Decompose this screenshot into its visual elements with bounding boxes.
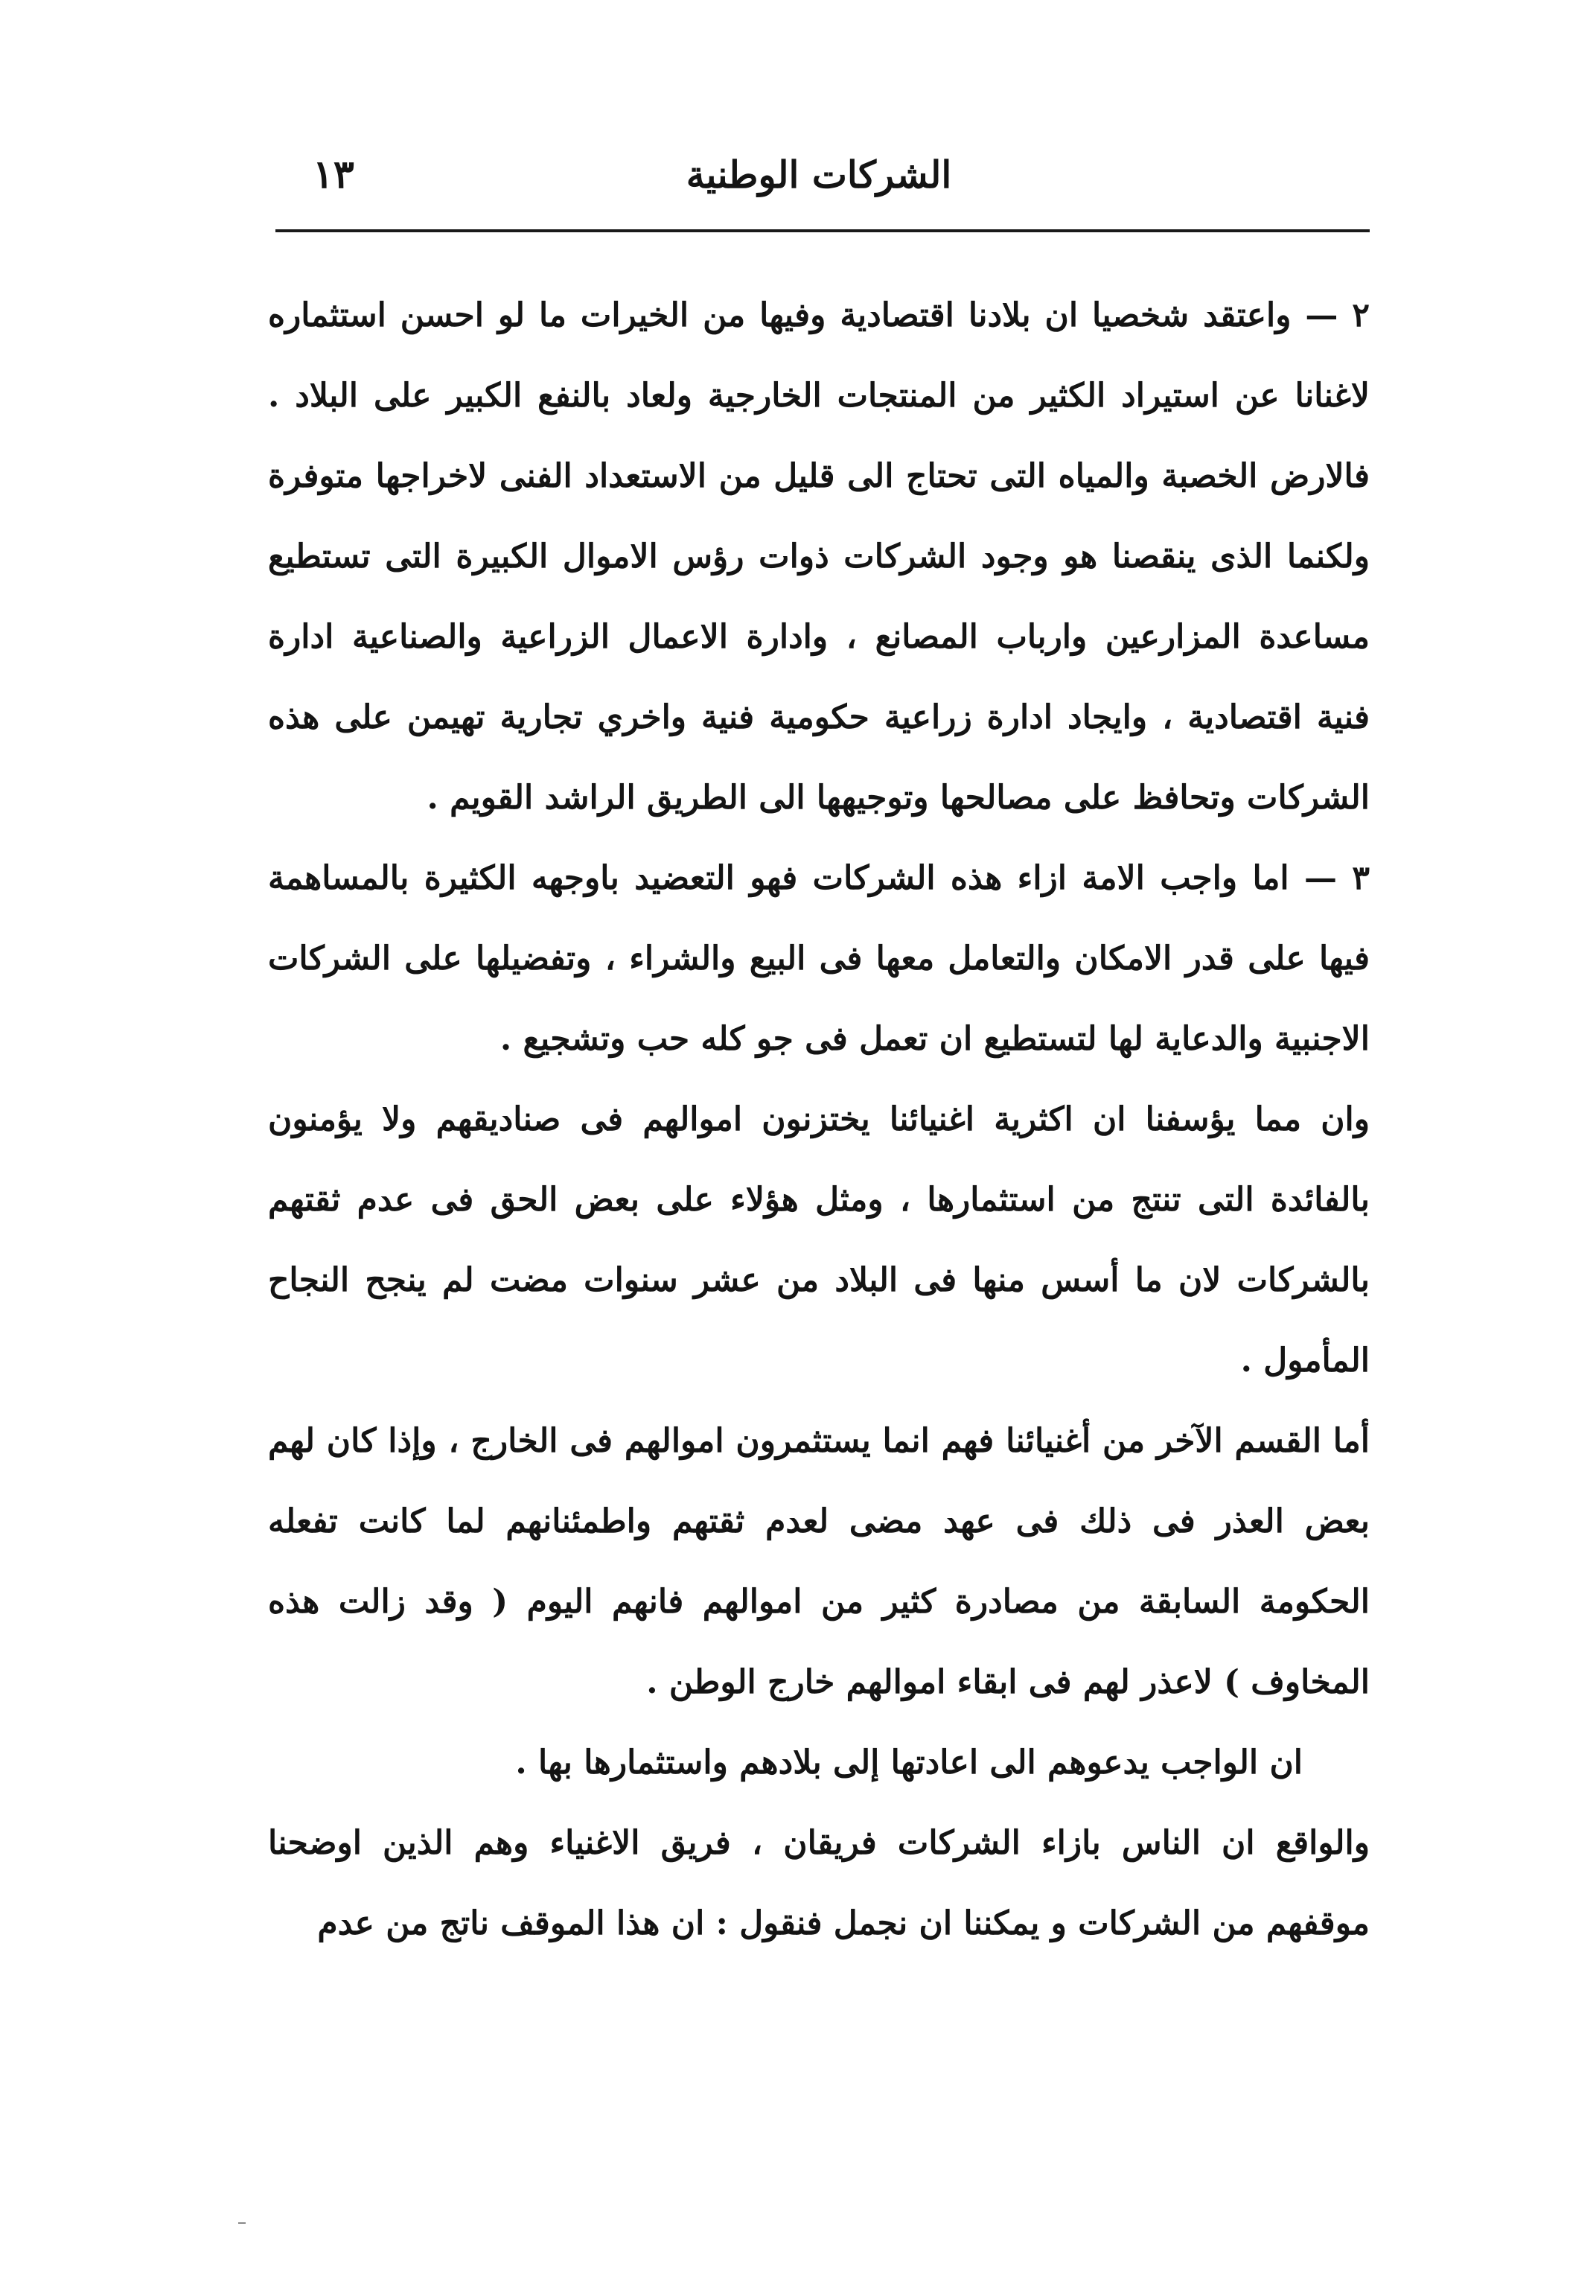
scan-mark	[238, 2222, 246, 2224]
paragraph-duty-to-return: ان الواجب يدعوهم الى اعادتها إلى بلادهم واستثمارها بها .	[515, 1744, 1303, 1782]
paragraph-two-groups: والواقع ان الناس بازاء الشركات فريقان ، فريق الاغنياء وهم الذين اوضحنا موقفهم من الشركات و يمكننا ان نجمل فنقول : ان هذا الموقف ناتج من عدم	[268, 1824, 1370, 1942]
running-title: الشركات الوطنية	[686, 153, 952, 197]
header-rule	[275, 229, 1370, 232]
paragraph-investing-abroad: أما القسم الآخر من أغنيائنا فهم انما يستثمرون اموالهم فى الخارج ، وإذا كان لهم بعض العذر فى ذلك فى عهد مضى لعدم ثقتهم واطمئنانهم لما كانت تفعله الحكومة السابقة من مصادرة كثير من اموالهم فانهم اليوم ( وقد زالت هذه المخاوف ) لاعذر لهم فى ابقاء اموالهم خارج الوطن .	[268, 1422, 1370, 1701]
paragraph-3-duty-of-nation: ٣ — اما واجب الامة ازاء هذه الشركات فهو التعضيد باوجهه الكثيرة بالمساهمة فيها على قدر الامكان والتعامل معها فى البيع والشراء ، وتفضيلها على الشركات الاجنبية والدعاية لها لتستطيع ان تعمل فى جو كله حب وتشجيع .	[268, 859, 1370, 1058]
page-header	[268, 138, 1370, 227]
page-body	[268, 275, 1370, 1964]
page-number: ١٣	[313, 152, 354, 197]
paragraph-hoarding-wealth: وان مما يؤسفنا ان اكثرية اغنيائنا يختزنون اموالهم فى صناديقهم ولا يؤمنون بالفائدة التى تنتج من استثمارها ، ومثل هؤلاء على بعض الحق فى عدم ثقتهم بالشركات لان ما أسس منها فى البلاد من عشر سنوات مضت لم ينجح النجاح المأمول .	[268, 1100, 1370, 1380]
paragraph-2-national-investment: ٢ — واعتقد شخصيا ان بلادنا اقتصادية وفيها من الخيرات ما لو احسن استثماره لاغنانا عن استيراد الكثير من المنتجات الخارجية ولعاد بالنفع الكبير على البلاد . فالارض الخصبة والمياه التى تحتاج الى قليل من الاستعداد الفنى لاخراجها متوفرة ولكنما الذى ينقصنا هو وجود الشركات ذوات رؤس الاموال الكبيرة التى تستطيع مساعدة المزارعين وارباب المصانع ، وادارة الاعمال الزراعية والصناعية ادارة فنية اقتصادية ، وايجاد ادارة زراعية حكومية فنية واخري تجارية تهيمن على هذه الشركات وتحافظ على مصالحها وتوجيهها الى الطريق الراشد القويم .	[268, 296, 1370, 817]
